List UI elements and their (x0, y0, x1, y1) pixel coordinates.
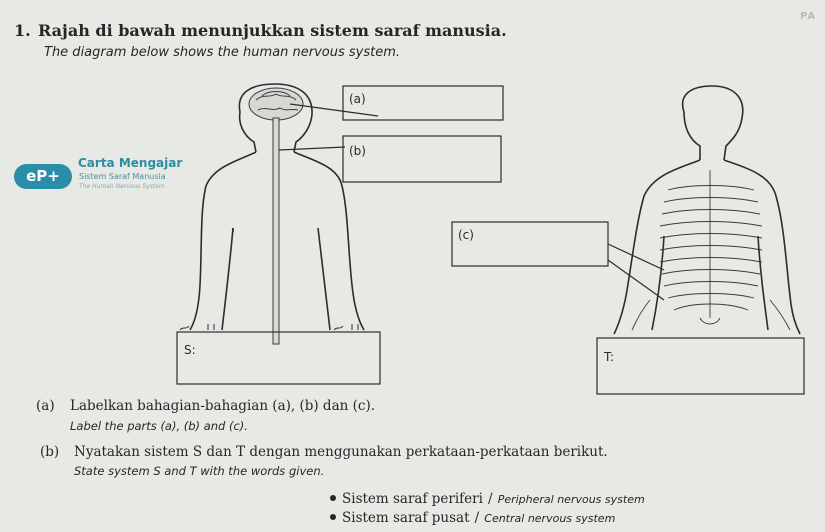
right-shoulder (294, 152, 364, 330)
brain (249, 88, 303, 120)
option-bullet (330, 514, 336, 520)
option-peripheral (342, 488, 645, 507)
box-b (343, 136, 501, 182)
question-title-en: The diagram below shows the human nervous system. (44, 45, 401, 60)
carta-subtitle-ms: Sistem Saraf Manusia (79, 172, 166, 181)
left-hand-detail (180, 324, 214, 330)
pns-left-shoulder (614, 160, 700, 334)
right-hand-detail (334, 324, 358, 330)
right-arm-inner (318, 228, 330, 330)
label-b: (b) (349, 144, 366, 158)
ep-plus-badge[interactable]: eP+ (14, 164, 72, 189)
left-shoulder (190, 152, 256, 330)
part-a-label: (a) (36, 398, 55, 414)
part-b-label: (b) (40, 444, 60, 460)
label-c: (c) (458, 228, 474, 242)
option-ms: Sistem saraf pusat (342, 510, 470, 526)
part-a-text-ms: Labelkan bahagian-bahagian (a), (b) dan (c). (70, 398, 375, 414)
box-c (452, 222, 608, 266)
part-b-text-ms: Nyatakan sistem S dan T dengan menggunakan perkataan-perkataan berikut. (74, 444, 608, 460)
label-t: T: (604, 350, 615, 364)
pns-right-shoulder (724, 160, 800, 334)
question-number: 1. (14, 21, 31, 40)
part-a-text-en: Label the parts (a), (b) and (c). (70, 419, 248, 433)
option-en: Peripheral nervous system (497, 493, 645, 506)
option-bullet (330, 495, 336, 501)
option-central (342, 507, 615, 526)
page-mark: PA (800, 11, 817, 22)
option-en: Central nervous system (484, 512, 616, 525)
pns-figure (614, 86, 800, 334)
option-separator: / (474, 510, 480, 526)
pns-left-inner (652, 236, 664, 330)
pns-right-inner (758, 236, 768, 330)
carta-title: Carta Mengajar (78, 156, 183, 170)
spinal-cord (273, 118, 279, 344)
brain-shape (249, 88, 303, 120)
leader-line-b (279, 147, 345, 150)
answer-box-t (597, 338, 804, 394)
head-left-jaw (240, 112, 256, 152)
left-arm-inner (222, 228, 233, 330)
label-a: (a) (349, 92, 366, 106)
option-ms: Sistem saraf periferi (342, 491, 483, 507)
label-s: S: (184, 343, 196, 357)
pns-head (683, 86, 743, 160)
option-separator: / (488, 491, 493, 507)
leader-line-c (608, 244, 664, 300)
question-title-ms: Rajah di bawah menunjukkan sistem saraf manusia. (38, 21, 507, 40)
part-b-text-en: State system S and T with the words given. (74, 464, 325, 478)
carta-subtitle-en: The Human Nervous System (79, 183, 165, 190)
pns-jaw (684, 112, 700, 160)
